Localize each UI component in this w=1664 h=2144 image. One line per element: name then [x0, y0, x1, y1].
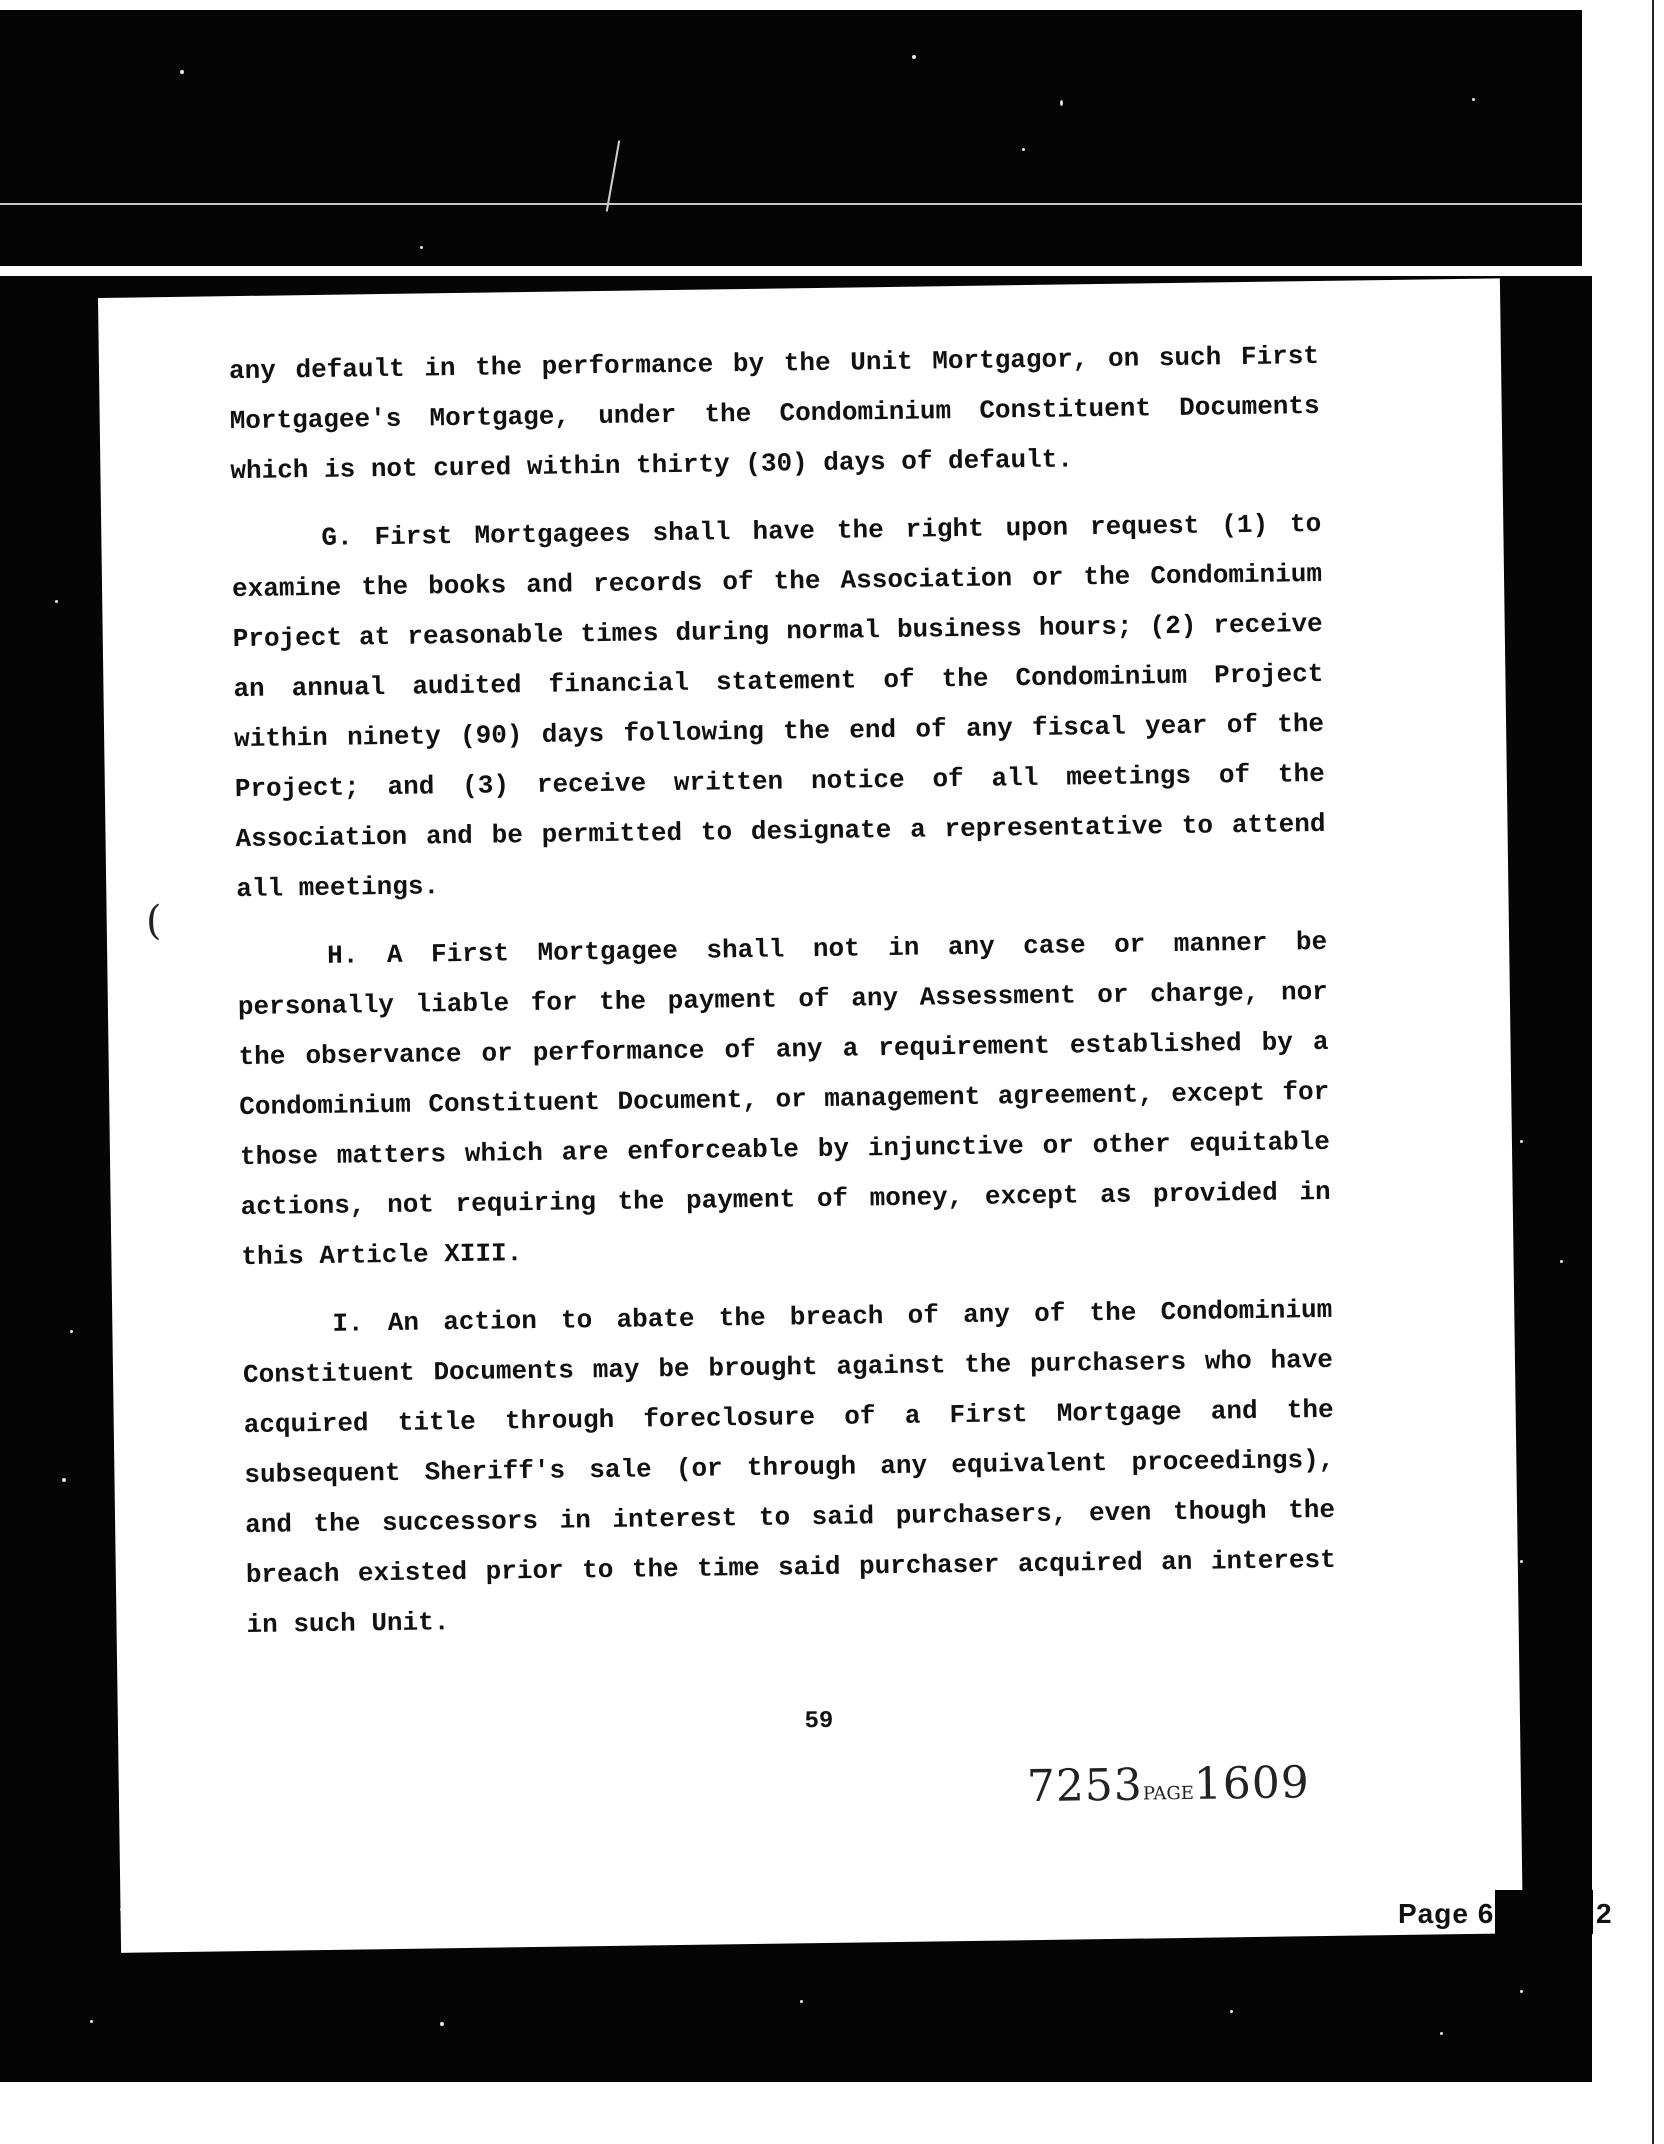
paragraph-i: I. An action to abate the breach of any of the Condominium Constituent Documents may be brought against the purchasers who have acquired title through foreclosure of a First Mortgage and the subsequent Sheriff's sale (or through any equivalent proceedings), and the successors in interest to said purchasers, even though the breach existed prior to the time said purchaser acquired an interest in such Unit. — [242, 1294, 1336, 1641]
footer-page-label: Page 6 — [1398, 1898, 1495, 1929]
pen-mark-overlay — [1495, 1890, 1593, 1934]
scan-gap — [0, 266, 1582, 276]
scan-top-border — [0, 10, 1582, 266]
page-number: 59 — [804, 1707, 834, 1736]
scan-speck — [1230, 2010, 1233, 2013]
paragraph-h: H. A First Mortgagee shall not in any case or manner be personally liable for the payment of any Assessment or charge, nor the observance or performance of any a requirement established by a Condominium Constituent Document, or management agreement, except for those matters which are enforceable by injunctive or other equitable actions, not requiring the payment of money, except as provided in this Article XIII. — [237, 926, 1331, 1273]
scan-speck — [1022, 148, 1025, 151]
scan-speck — [440, 2022, 444, 2026]
paragraph-continued: any default in the performance by the Unit Mortgagor, on such First Mortgagee's Mortgage, under the Condominium Constituent Documents which is not cured within thirty (30) days of default. — [228, 340, 1320, 487]
scan-rule-line — [0, 203, 1582, 205]
paragraph-g: G. First Mortgagees shall have the right upon request (1) to examine the books and records of the Association or the Condominium Project at reasonable times during normal business hours; (2) receive an annual audited financial statement of the Condominium Project within ninety (90) days following the end of any fiscal year of the Project; and (3) receive written notice of all meetings of the Association and be permitted to designate a representative to attend all meetings. — [231, 508, 1326, 905]
scan-speck — [1060, 100, 1063, 106]
book-number: 7253 — [1026, 1759, 1144, 1813]
scan-speck — [70, 1330, 73, 1333]
scan-speck — [912, 55, 916, 59]
scan-speck — [62, 1478, 66, 1482]
page-right-edge-line — [1652, 0, 1654, 2144]
scan-speck — [800, 2000, 803, 2003]
scan-speck — [420, 246, 423, 249]
document-page — [98, 278, 1523, 1952]
book-page-label: PAGE — [1142, 1782, 1195, 1805]
scan-speck — [1440, 2032, 1443, 2035]
book-page-stamp — [1027, 1757, 1311, 1812]
scan-speck — [180, 70, 184, 74]
document-body — [229, 331, 1337, 1668]
scan-pen-stroke — [606, 140, 620, 211]
scan-speck — [90, 2020, 93, 2023]
scan-speck — [1472, 98, 1475, 101]
scan-speck — [1520, 1560, 1523, 1563]
footer-page-total: 2 — [1596, 1898, 1612, 1929]
scan-speck — [1520, 1140, 1523, 1143]
scan-speck — [1560, 1260, 1563, 1263]
scan-speck — [55, 600, 58, 603]
scan-speck — [1520, 1990, 1523, 1993]
book-page-number: 1609 — [1193, 1757, 1311, 1810]
margin-paren-mark: ( — [146, 898, 162, 944]
